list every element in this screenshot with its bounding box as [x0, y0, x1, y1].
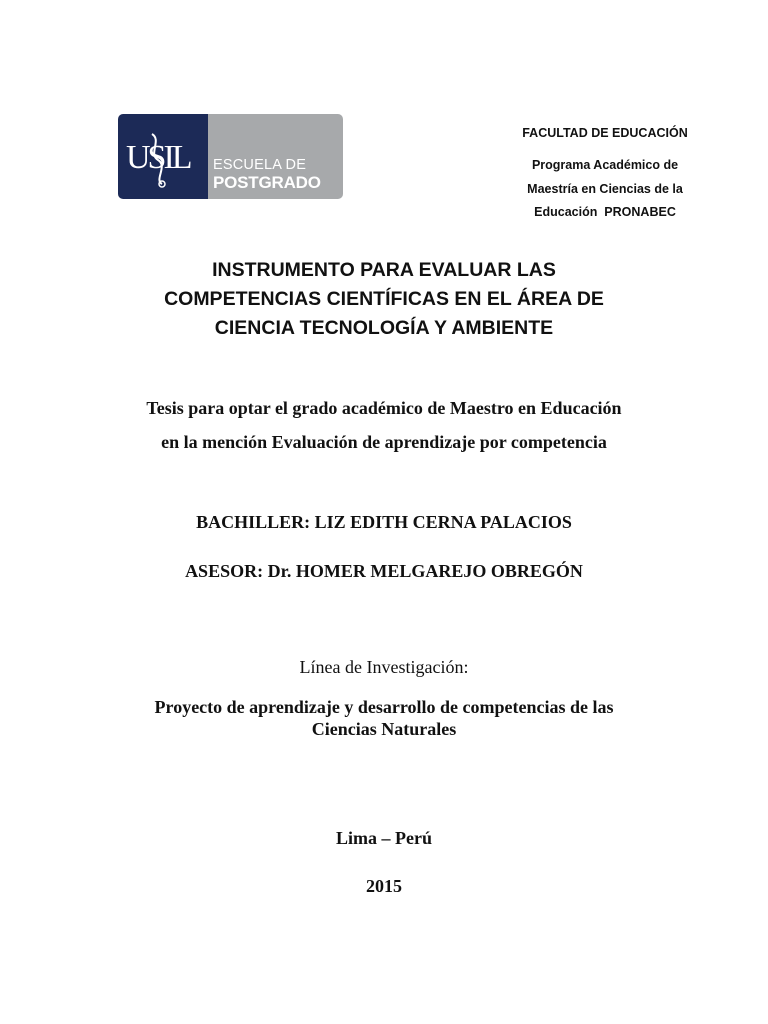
program-line: Maestría en Ciencias de la: [527, 181, 683, 196]
usil-monogram-icon: [118, 114, 208, 199]
advisor-name: ASESOR: Dr. HOMER MELGAREJO OBREGÓN: [185, 561, 583, 581]
program-line: Educación PRONABEC: [534, 205, 676, 219]
thesis-purpose: [0, 391, 768, 459]
title-line: COMPETENCIAS CIENTÍFICAS EN EL ÁREA DE: [164, 288, 604, 310]
usil-monogram: [118, 114, 208, 199]
bachiller-name: BACHILLER: LIZ EDITH CERNA PALACIOS: [196, 512, 572, 532]
program-block: [490, 154, 720, 225]
research-line-value: [0, 696, 768, 740]
thesis-line: en la mención Evaluación de aprendizaje por competencia: [161, 432, 607, 452]
logo-line-postgrado: POSTGRADO: [213, 173, 321, 192]
program-line: Programa Académico de: [531, 158, 679, 172]
place: Lima – Perú: [336, 828, 432, 848]
faculty-heading: FACULTAD DE EDUCACIÓN: [522, 126, 688, 140]
document-title: [0, 256, 768, 343]
title-line: CIENCIA TECNOLOGÍA Y AMBIENTE: [214, 317, 554, 339]
logo-text-panel: [208, 114, 343, 199]
svg-text:USIL: USIL: [126, 139, 190, 176]
usil-logo: [118, 114, 343, 199]
title-line: INSTRUMENTO PARA EVALUAR LAS: [212, 259, 556, 281]
thesis-line: Tesis para optar el grado académico de Maestro en Educación: [146, 398, 622, 418]
year: 2015: [366, 876, 402, 896]
research-line-text: Ciencias Naturales: [311, 719, 457, 739]
research-line-text: Proyecto de aprendizaje y desarrollo de competencias de las: [154, 697, 614, 717]
logo-line-escuela: ESCUELA DE: [213, 157, 307, 173]
research-line-label: Línea de Investigación:: [299, 657, 469, 677]
